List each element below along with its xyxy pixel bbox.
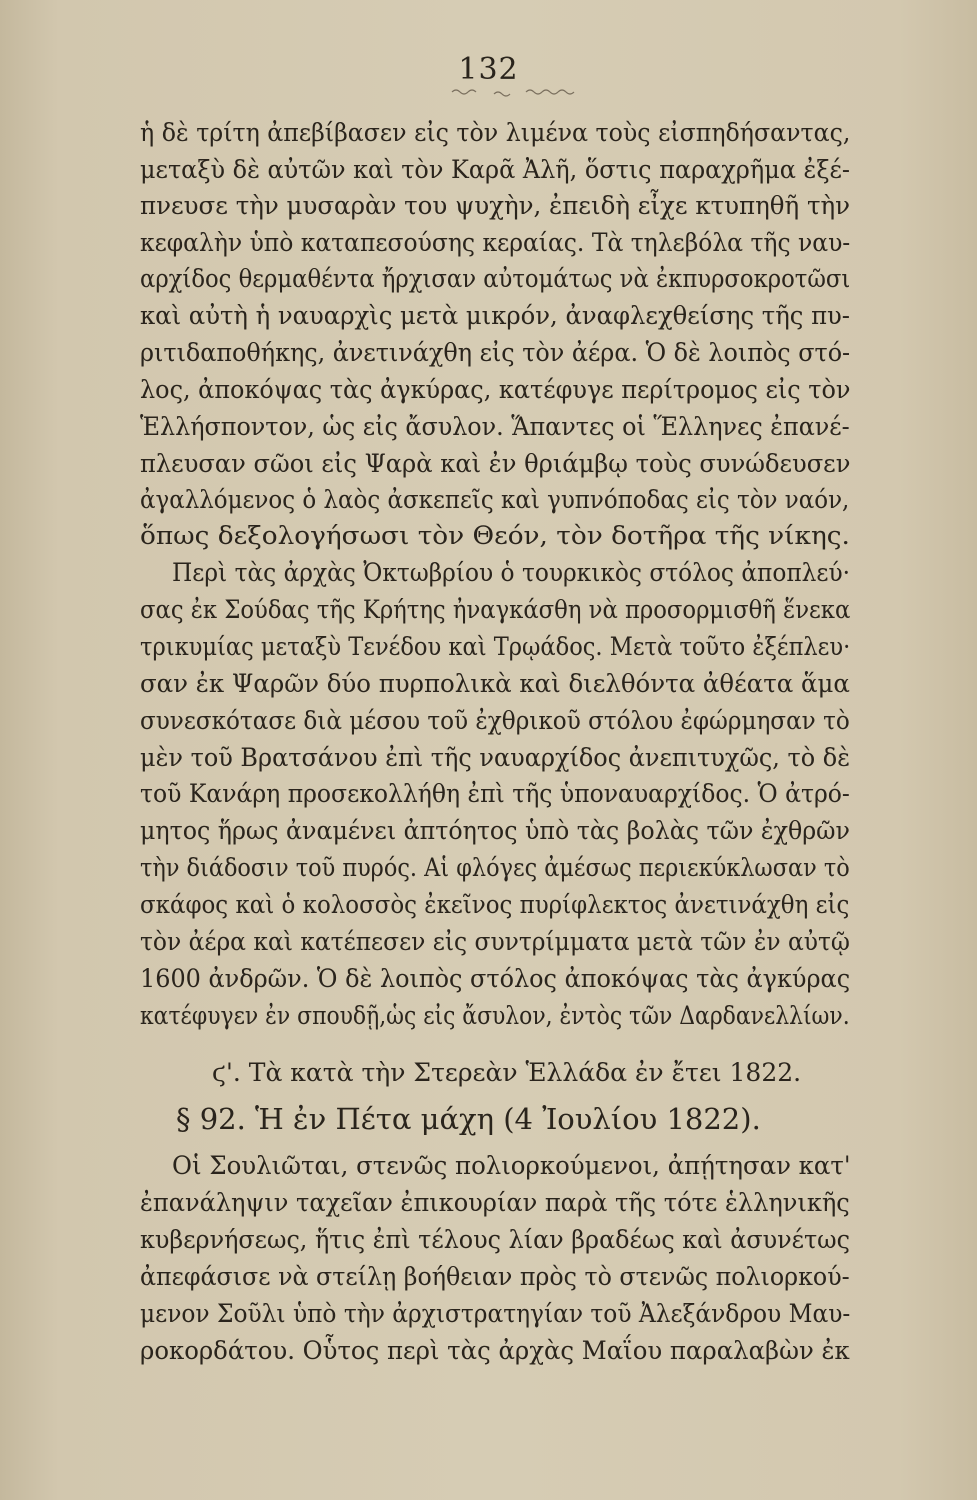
page-number: 132 xyxy=(458,52,519,87)
text-line: 1600 ἀνδρῶν. Ὁ δὲ λοιπὸς στόλος ἀποκόψας τὰς ἀγκύρας xyxy=(140,964,851,993)
text-line: Περὶ τὰς ἀρχὰς Ὀκτωβρίου ὁ τουρκικὸς στόλος ἀποπλεύ· xyxy=(172,558,851,587)
text-line: ἀγαλλόμενος ὁ λαὸς ἀσκεπεῖς καὶ γυπνόποδας εἰς τὸν ναόν, xyxy=(140,485,850,514)
text-line: Οἱ Σουλιῶται, στενῶς πολιορκούμενοι, ἀπῄτησαν κατ' xyxy=(172,1151,851,1180)
text-line: σκάφος καὶ ὁ κολοσσὸς ἐκεῖνος πυρίφλεκτος ἀνετινάχθη εἰς xyxy=(140,890,850,919)
text-line: μὲν τοῦ Βρατσάνου ἐπὶ τῆς ναυαρχίδος ἀνεπιτυχῶς, τὸ δὲ xyxy=(140,743,851,772)
text-line: τοῦ Κανάρη προσεκολλήθη ἐπὶ τῆς ὑποναυαρχίδος. Ὁ ἀτρό- xyxy=(140,779,850,808)
text-line: πλευσαν σῶοι εἰς Ψαρὰ καὶ ἐν θριάμβῳ τοὺς συνώδευσεν xyxy=(140,449,851,478)
text-line: συνεσκότασε διὰ μέσου τοῦ ἐχθρικοῦ στόλου ἐφώρμησαν τὸ xyxy=(140,706,850,735)
text-line: τὸν ἀέρα καὶ κατέπεσεν εἰς συντρίμματα μετὰ τῶν ἐν αὐτῷ xyxy=(140,927,850,956)
text-line: αρχίδος θερμαθέντα ἤρχισαν αὐτομάτως νὰ ἐκπυρσοκροτῶσι xyxy=(140,264,851,293)
text-line: μητος ἥρως ἀναμένει ἀπτόητος ὑπὸ τὰς βολὰς τῶν ἐχθρῶν xyxy=(140,816,850,845)
text-line: ἀπεφάσισε νὰ στείλῃ βοήθειαν πρὸς τὸ στενῶς πολιορκού- xyxy=(140,1262,850,1291)
section-heading: ϛ'. Τὰ κατὰ τὴν Στερεὰν Ἑλλάδα ἐν ἔτει 1822. xyxy=(212,1058,802,1087)
text-line: κεφαλὴν ὑπὸ καταπεσούσης κεραίας. Τὰ τηλεβόλα τῆς ναυ- xyxy=(140,228,851,257)
text-line: μενον Σοῦλι ὑπὸ τὴν ἀρχιστρατηγίαν τοῦ Ἀλεξάνδρου Μαυ- xyxy=(140,1299,851,1328)
text-line: τρικυμίας μεταξὺ Τενέδου καὶ Τρῳάδος. Μετὰ τοῦτο ἐξέπλευ· xyxy=(140,632,851,661)
text-line: πνευσε τὴν μυσαρὰν του ψυχὴν, ἐπειδὴ εἶχε κτυπηθῆ τὴν xyxy=(140,191,851,220)
page-number-ornament xyxy=(450,86,580,100)
text-line: καὶ αὐτὴ ἡ ναυαρχὶς μετὰ μικρόν, ἀναφλεχθείσης τῆς πυ- xyxy=(140,301,850,330)
text-line: ὅπως δεξολογήσωσι τὸν Θεόν, τὸν δοτῆρα τῆς νίκης. xyxy=(140,521,850,550)
text-line: σαν ἐκ Ψαρῶν δύο πυρπολικὰ καὶ διελθόντα ἀθέατα ἅμα xyxy=(140,669,850,698)
text-line: λος, ἀποκόψας τὰς ἀγκύρας, κατέφυγε περίτρομος εἰς τὸν xyxy=(140,375,851,404)
text-line: σας ἐκ Σούδας τῆς Κρήτης ἠναγκάσθη νὰ προσορμισθῆ ἕνεκα xyxy=(140,595,851,624)
text-line: τὴν διάδοσιν τοῦ πυρός. Αἱ φλόγες ἀμέσως περιεκύκλωσαν τὸ xyxy=(140,853,850,882)
text-line: Ἑλλήσποντον, ὡς εἰς ἄσυλον. Ἅπαντες οἱ Ἕλληνες ἐπανέ- xyxy=(140,412,850,441)
text-line: ριτιδαποθήκης, ἀνετινάχθη εἰς τὸν ἀέρα. Ὁ δὲ λοιπὸς στό- xyxy=(140,338,851,367)
text-line: κατέφυγεν ἐν σπουδῇ,ὡς εἰς ἄσυλον, ἐντὸς τῶν Δαρδανελλίων. xyxy=(140,1001,850,1030)
text-line: ἐπανάληψιν ταχεῖαν ἐπικουρίαν παρὰ τῆς τότε ἑλληνικῆς xyxy=(140,1188,850,1217)
text-line: ἡ δὲ τρίτη ἀπεβίβασεν εἰς τὸν λιμένα τοὺς εἰσπηδήσαντας, xyxy=(140,118,851,147)
text-line: ροκορδάτου. Οὗτος περὶ τὰς ἀρχὰς Μαΐου παραλαβὼν ἐκ xyxy=(140,1336,850,1365)
text-line: μεταξὺ δὲ αὐτῶν καὶ τὸν Καρᾶ Ἀλῆ, ὅστις παραχρῆμα ἐξέ- xyxy=(140,155,851,184)
section-title: § 92. Ἡ ἐν Πέτα μάχη (4 Ἰουλίου 1822). xyxy=(176,1102,761,1136)
text-line: κυβερνήσεως, ἥτις ἐπὶ τέλους λίαν βραδέως καὶ ἀσυνέτως xyxy=(140,1225,850,1254)
